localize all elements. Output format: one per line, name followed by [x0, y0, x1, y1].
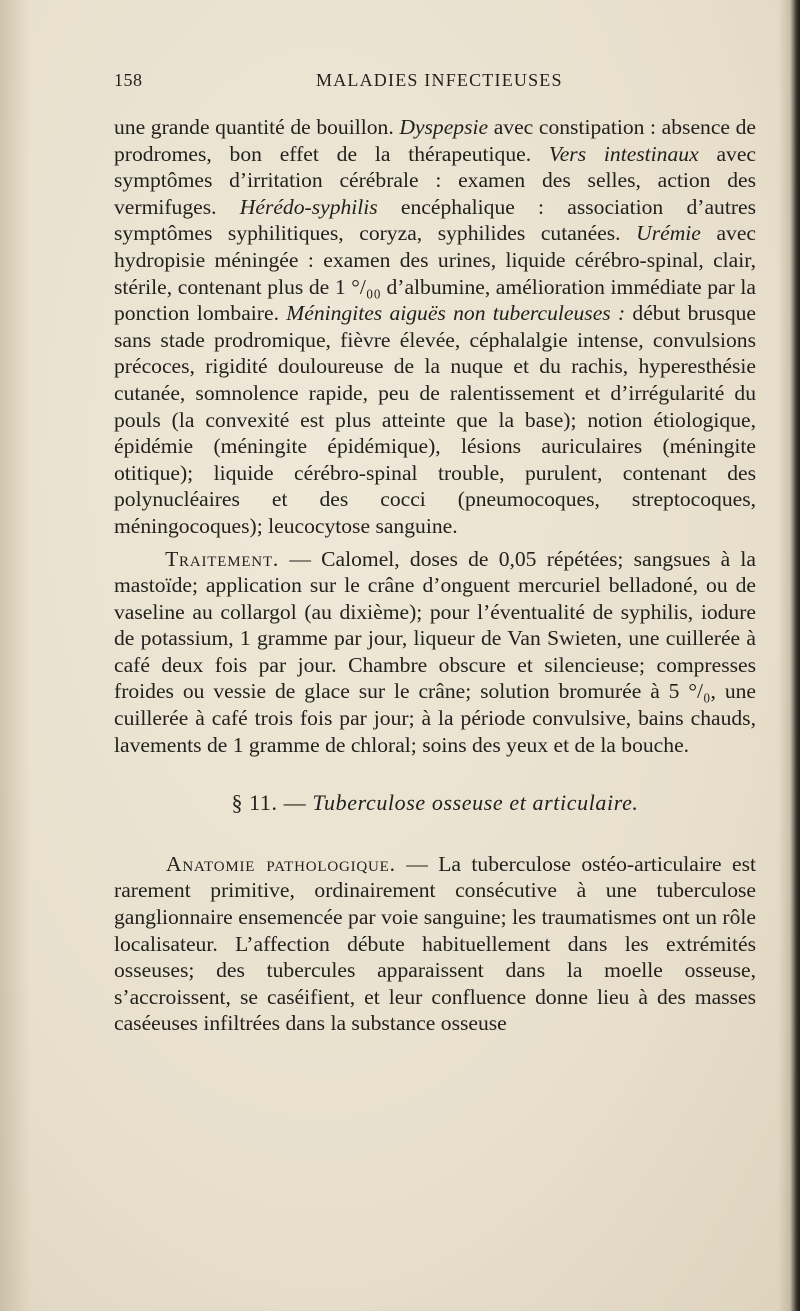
term-uremie: Urémie [636, 221, 701, 246]
text-run: encéphalique : association d’autres symptômes syphilitiques, coryza, syphilides cutanées. [114, 194, 756, 246]
section-number: § 11. — [231, 790, 313, 816]
term-meningites-aigues: Méningites aiguës non tuberculeuses : [286, 301, 626, 326]
term-dyspepsie: Dyspepsie [399, 115, 489, 139]
page-number: 158 [114, 70, 143, 90]
section-title: Tuberculose osseuse et articulaire. [312, 790, 639, 816]
page-edge-shadow [778, 0, 800, 1311]
paragraph-diagnosis [114, 114, 756, 540]
section-heading [114, 758, 756, 851]
paragraph-anatomie [114, 851, 756, 1037]
text-run: une grande quantité de bouillon. [114, 115, 400, 139]
text-run: avec hydropisie méningée : examen des urines, liquide cérébro-spinal, clair, stérile, contenant plus de 1 °/₀₀ d’albumine, amélioration immédiate par la ponction lombaire. [114, 221, 756, 326]
heading-traitement: Traitement. [165, 546, 280, 571]
text-run: début brusque sans stade prodromique, fièvre élevée, céphalalgie intense, convulsions précoces, rigidité douloureuse de la nuque et du rachis, hyperesthésie cutanée, somnolence rapide, peu de ralentissement et d’irrégularité du pouls (la convexité est plus atteinte que la base); notion étiologique, épidémie (méningite épidémique), lésions auriculaires (méningite otitique); liquide cérébro-spinal trouble, purulent, contenant des polynucléaires et des cocci (pneumocoques, streptocoques, méningocoques); leucocytose sanguine. [114, 301, 757, 538]
term-vers-intestinaux: Vers intestinaux [548, 141, 699, 166]
page-header [114, 70, 754, 98]
text-run: — La tuberculose ostéo-articulaire est rarement primitive, ordinairement consécutive à une tuberculose ganglionnaire ensemencée par voie sanguine; les traumatismes ont un rôle localisateur. L’affection débute habituellement dans les extrémités osseuses; des tubercules apparaissent dans la moelle osseuse, s’accroissent, se caséifient, et leur confluence donne lieu à des masses caséeuses infiltrées dans la substance osseuse [114, 851, 756, 1036]
text-run: — Calomel, doses de 0,05 répétées; sangsues à la mastoïde; application sur le crâne d’onguent mercuriel belladoné, ou de vaseline au collargol (au dixième); pour l’éventualité de syphilis, iodure de potassium, 1 gramme par jour, liqueur de Van Swieten, une cuillerée à café deux fois par jour. Chambre obscure et silencieuse; compresses froides ou vessie de glace sur le crâne; solution bromurée à 5 °/₀, une cuillerée à café trois fois par jour; à la période convulsive, bains chauds, lavements de 1 gramme de chloral; soins des yeux et de la bouche. [114, 546, 756, 757]
term-heredo-syphilis: Hérédo-syphilis [239, 194, 378, 219]
text-run: avec symptômes d’irritation cérébrale : examen des selles, action des vermifuges. [114, 141, 756, 219]
paragraph-traitement [114, 546, 756, 759]
running-head: MALADIES INFECTIEUSES [316, 70, 563, 90]
heading-anatomie-pathologique: Anatomie pathologique. [166, 851, 396, 876]
text-run: avec constipation : absence de prodromes, bon effet de la thérapeutique. [114, 115, 756, 166]
page-gutter-shadow [0, 0, 30, 1311]
page-body [114, 114, 756, 1037]
